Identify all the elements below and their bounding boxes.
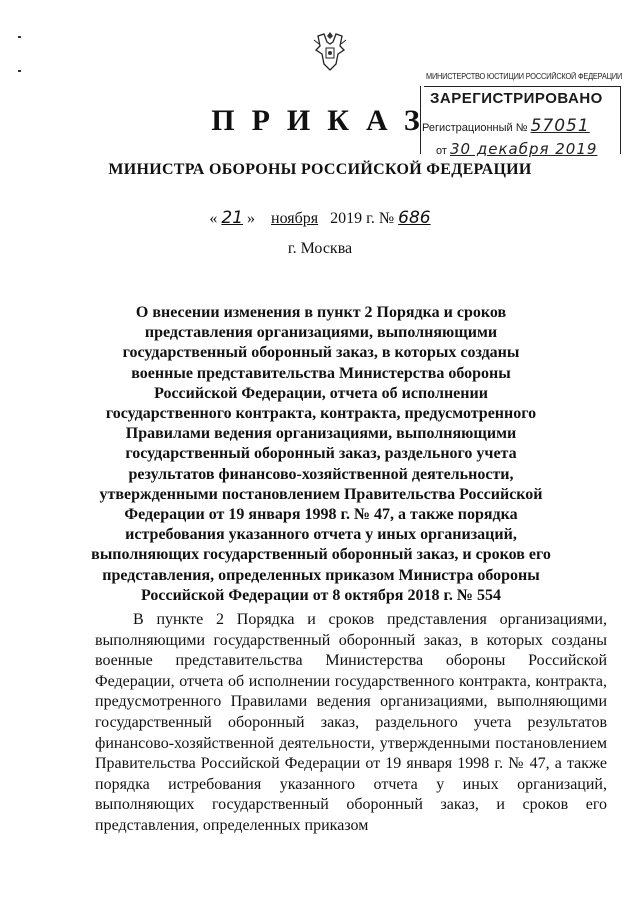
date-close-quote: » [247, 210, 256, 227]
coat-of-arms-icon [310, 28, 350, 74]
stamp-reg-number: 57051 [530, 116, 590, 136]
stamp-date-prefix: от [436, 145, 447, 157]
scan-mark [18, 70, 21, 72]
document-heading: О внесении изменения в пункт 2 Порядка и сроков представления организациями, выполняющими государственный оборонный заказ, в которых созданы военные представительства Министерства обороны Российской Федерации, отчета об исполнении государственного контракта, контракта, предусмотренного Правилами ведения организациями, выполняющими государственный оборонный заказ, раздельного учета результатов финансово-хозяйственной деятельности, утвержденными постановлением Правительства Российской Федерации от 19 января 1998 г. № 47, а также порядка истребования указанного отчета у иных организаций, выполняющих государственный оборонный заказ, и сроков его представления, определенных приказом Министра обороны Российской Федерации от 8 октября 2018 г. № 554 [91, 304, 551, 604]
scan-mark [18, 36, 21, 38]
stamp-date-line [436, 140, 597, 158]
date-number: 686 [398, 208, 431, 228]
document-title: ПРИКАЗ [211, 104, 437, 137]
document-date-line [0, 208, 640, 228]
date-number-label: № [378, 210, 395, 227]
document-city: г. Москва [287, 240, 353, 257]
date-month: ноября [271, 210, 319, 227]
date-day: 21 [221, 208, 244, 228]
stamp-status: ЗАРЕГИСТРИРОВАНО [430, 90, 603, 107]
stamp-ministry: МИНИСТЕРСТВО ЮСТИЦИИ РОССИЙСКОЙ ФЕДЕРАЦИИ [426, 72, 623, 81]
date-open-quote: « [209, 210, 218, 227]
stamp-divider [424, 86, 620, 87]
stamp-date-value: 30 декабря 2019 [449, 140, 598, 158]
date-year: 2019 г. [330, 210, 375, 227]
document-subtitle: МИНИСТРА ОБОРОНЫ РОССИЙСКОЙ ФЕДЕРАЦИИ [108, 161, 532, 178]
document-body: В пункте 2 Порядка и сроков представления организациями, выполняющими государственный оборонный заказ, в которых созданы военные представительства Министерства обороны Российской Федерации, отчета об исполнении государственного контракта, контракта, предусмотренного Правилами ведения организациями, выполняющими государственный оборонный заказ, раздельного учета результатов финансово-хозяйственной деятельности, утвержденными постановлением Правительства Российской Федерации от 19 января 1998 г. № 47, а также порядка истребования указанного отчета у иных организаций, выполняющих государственный оборонный заказ, и сроков его представления, определенных приказом [95, 611, 607, 834]
stamp-reg-label: Регистрационный № [422, 122, 528, 134]
